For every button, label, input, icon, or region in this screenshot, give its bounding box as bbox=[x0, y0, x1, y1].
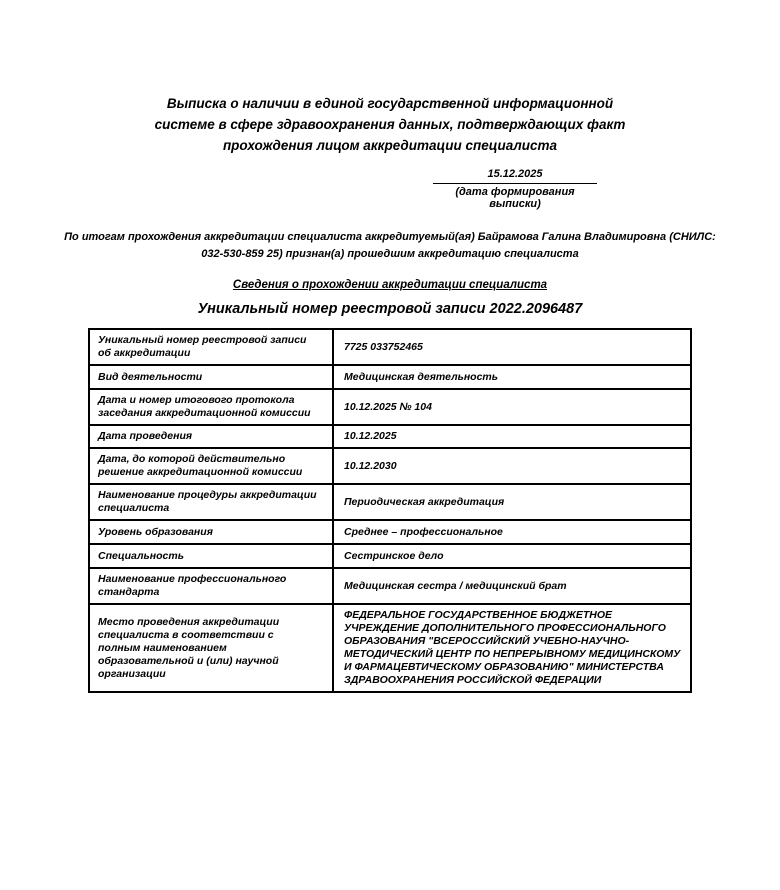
row-value: ФЕДЕРАЛЬНОЕ ГОСУДАРСТВЕННОЕ БЮДЖЕТНОЕ УЧРЕЖДЕНИЕ ДОПОЛНИТЕЛЬНОГО ПРОФЕССИОНАЛЬНОГО ОБРАЗОВАНИЯ "ВСЕРОССИЙСКИЙ УЧЕБНО-НАУЧНО-МЕТОДИЧЕСКИЙ ЦЕНТР ПО НЕПРЕРЫВНОМУ МЕДИЦИНСКОМУ И ФАРМАЦЕВТИЧЕСКОМУ ОБРАЗОВАНИЮ" МИНИСТЕРСТВА ЗДРАВООХРАНЕНИЯ РОССИЙСКОЙ ФЕДЕРАЦИИ bbox=[333, 604, 691, 692]
formation-date-caption: (дата формирования выписки) bbox=[455, 186, 575, 210]
row-value: Среднее – профессиональное bbox=[333, 520, 691, 544]
row-value: 10.12.2030 bbox=[333, 448, 691, 484]
row-label: Наименование процедуры аккредитации специалиста bbox=[89, 484, 333, 520]
table-row bbox=[89, 365, 691, 389]
row-value: 10.12.2025 № 104 bbox=[333, 389, 691, 425]
row-value: Периодическая аккредитация bbox=[333, 484, 691, 520]
row-label: Специальность bbox=[89, 544, 333, 568]
row-value: 10.12.2025 bbox=[333, 425, 691, 448]
row-label: Наименование профессионального стандарта bbox=[89, 568, 333, 604]
table-row bbox=[89, 484, 691, 520]
accreditation-table bbox=[88, 328, 692, 693]
table-row bbox=[89, 520, 691, 544]
row-value: 7725 033752465 bbox=[333, 329, 691, 365]
document-title bbox=[0, 0, 780, 156]
intro-paragraph-line: По итогам прохождения аккредитации специалиста аккредитуемый(ая) Байрамова Галина Владимировна (СНИЛС: bbox=[64, 231, 716, 243]
row-label: Уровень образования bbox=[89, 520, 333, 544]
row-label: Вид деятельности bbox=[89, 365, 333, 389]
table-row bbox=[89, 448, 691, 484]
table-row bbox=[89, 604, 691, 692]
row-label: Дата и номер итогового протокола заседания аккредитационной комиссии bbox=[89, 389, 333, 425]
row-label: Место проведения аккредитации специалиста в соответствии с полным наименованием образовательной и (или) научной организации bbox=[89, 604, 333, 692]
row-value: Медицинская деятельность bbox=[333, 365, 691, 389]
row-label: Дата проведения bbox=[89, 425, 333, 448]
table-row bbox=[89, 425, 691, 448]
intro-paragraph bbox=[0, 229, 780, 263]
row-value: Сестринское дело bbox=[333, 544, 691, 568]
document-title-line: Выписка о наличии в единой государственной информационной bbox=[166, 96, 614, 111]
registry-number-heading: Уникальный номер реестровой записи 2022.2096487 bbox=[197, 301, 583, 317]
table-row bbox=[89, 329, 691, 365]
section-heading: Сведения о прохождении аккредитации специалиста bbox=[232, 279, 548, 291]
row-label: Уникальный номер реестровой записи об аккредитации bbox=[89, 329, 333, 365]
document-title-line: прохождения лицом аккредитации специалиста bbox=[222, 138, 558, 153]
table-row bbox=[89, 568, 691, 604]
row-label: Дата, до которой действительно решение аккредитационной комиссии bbox=[89, 448, 333, 484]
formation-date-block bbox=[433, 168, 597, 210]
intro-paragraph-line: 032-530-859 25) признан(а) прошедшим аккредитацию специалиста bbox=[201, 248, 579, 260]
document-title-line: системе в сфере здравоохранения данных, подтверждающих факт bbox=[154, 117, 626, 132]
formation-date: 15.12.2025 bbox=[433, 168, 597, 184]
row-value: Медицинская сестра / медицинский брат bbox=[333, 568, 691, 604]
table-row bbox=[89, 544, 691, 568]
table-row bbox=[89, 389, 691, 425]
